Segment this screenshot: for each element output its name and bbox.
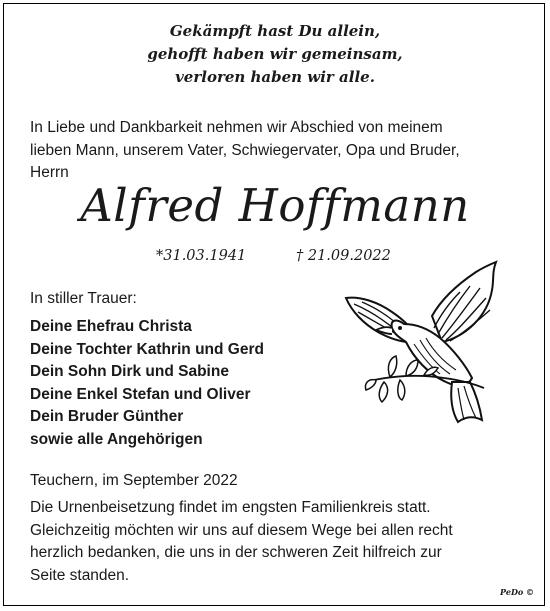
deceased-name: Alfred Hoffmann (80, 179, 470, 232)
mourners-list (30, 316, 350, 451)
closing-line: Die Urnenbeisetzung findet im engsten Familienkreis statt. (30, 499, 431, 516)
mourner-item: Dein Sohn Dirk und Sabine (30, 363, 229, 380)
poem-verse (0, 20, 550, 89)
designer-signature: PeDo © (500, 587, 534, 597)
death-date: † 21.09.2022 (296, 248, 391, 264)
closing-line: Gleichzeitig möchten wir uns auf diesem Wege bei allen recht (30, 521, 453, 539)
intro-line: Herrn (30, 164, 69, 181)
mourner-item: Deine Enkel Stefan und Oliver (30, 385, 251, 403)
mourner-item: sowie alle Angehörigen (30, 430, 203, 448)
mourner-item: Deine Ehefrau Christa (30, 318, 192, 335)
intro-line: In Liebe und Dankbarkeit nehmen wir Abschied von meinem (30, 119, 443, 136)
poem-line: verloren haben wir alle. (175, 68, 375, 86)
mourner-item: Deine Tochter Kathrin und Gerd (30, 340, 264, 358)
poem-line: Gekämpft hast Du allein, (169, 22, 381, 40)
closing-line: herzlich bedanken, die uns in der schweren Zeit hilfreich zur (30, 544, 442, 561)
farewell-intro (30, 117, 530, 185)
mourner-item: Dein Bruder Günther (30, 408, 184, 425)
place-and-date: Teuchern, im September 2022 (30, 472, 238, 489)
mourners-label: In stiller Trauer: (30, 290, 137, 307)
closing-line: Seite standen. (30, 566, 130, 584)
closing-text (30, 497, 530, 587)
poem-line: gehofft haben wir gemeinsam, (147, 45, 403, 63)
birth-date: *31.03.1941 (156, 248, 247, 264)
dove-icon (334, 258, 510, 436)
intro-line: lieben Mann, unserem Vater, Schwiegervater, Opa und Bruder, (30, 141, 460, 159)
